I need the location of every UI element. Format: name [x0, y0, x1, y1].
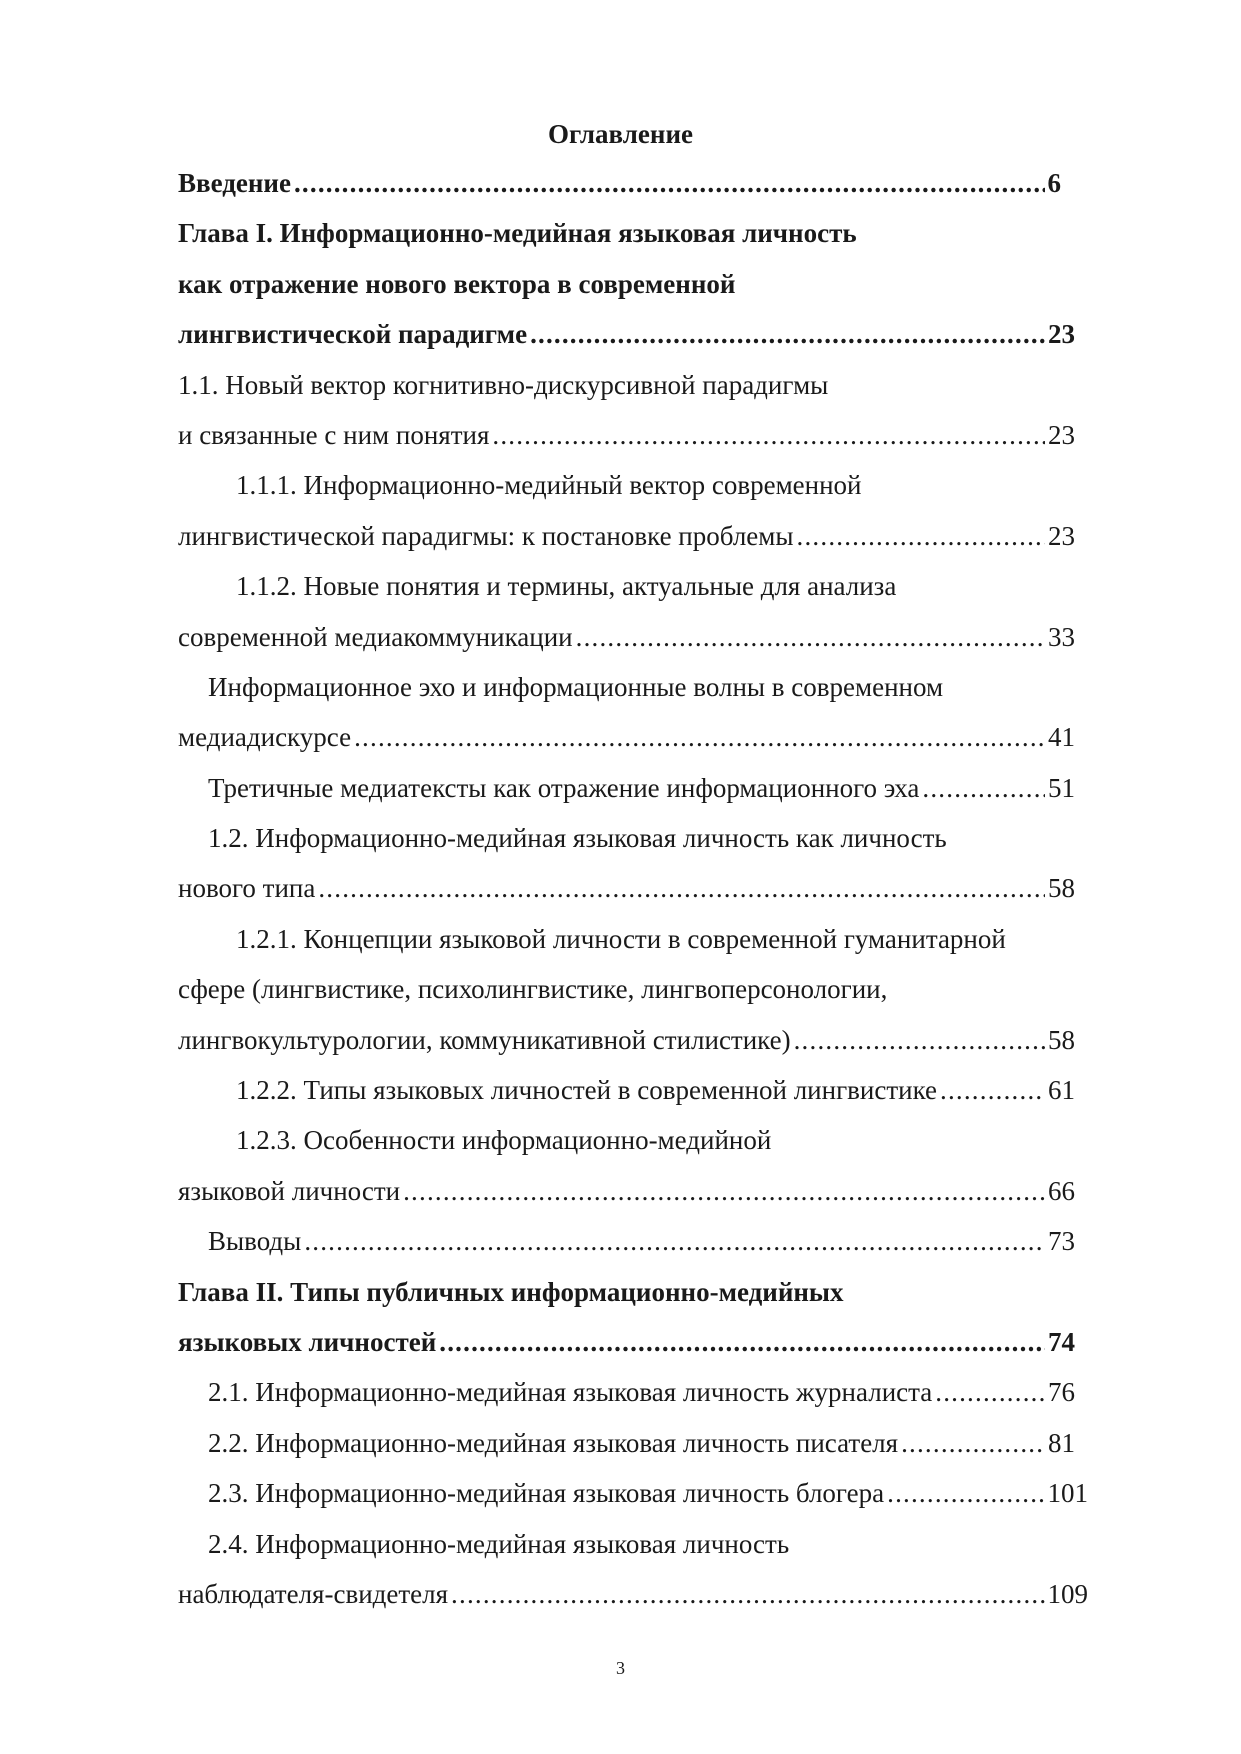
toc-entry-text: 1.2.3. Особенности информационно-медийной [236, 1125, 772, 1156]
toc-entry-line [178, 566, 1088, 616]
toc-page-number: 109 [1047, 1578, 1088, 1609]
toc-entry-line [178, 1524, 1088, 1574]
toc-entry-text: Глава II. Типы публичных информационно-медийных [178, 1276, 844, 1307]
toc-entry-text: 2.3. Информационно-медийная языковая личность блогера [208, 1478, 885, 1509]
toc-entry-text: 1.1.2. Новые понятия и термины, актуальные для анализа [236, 571, 897, 602]
toc-entry-text: Глава I. Информационно-медийная языковая личность [178, 218, 857, 249]
toc-entry[interactable] [178, 1020, 1088, 1070]
toc-page-number: 23 [1048, 419, 1075, 450]
toc-entry-line [178, 365, 1088, 415]
dot-leader [403, 1171, 1045, 1211]
toc-entry-text: 1.2. Информационно-медийная языковая личность как личность [208, 823, 947, 854]
toc-entry-line [178, 969, 1088, 1019]
dot-leader [439, 1322, 1045, 1362]
toc-entry[interactable] [178, 1171, 1088, 1221]
dot-leader [797, 516, 1045, 556]
toc-entry-text: 2.1. Информационно-медийная языковая личность журналиста [208, 1377, 933, 1408]
toc-page-number: 33 [1048, 621, 1075, 652]
dot-leader [318, 868, 1045, 908]
toc-entry[interactable] [178, 1423, 1088, 1473]
dot-leader [922, 768, 1045, 808]
toc-title: Оглавление [548, 119, 693, 149]
toc-page-number: 23 [1048, 520, 1075, 551]
toc-entry[interactable] [178, 1372, 1088, 1422]
toc-page-number: 23 [1048, 319, 1075, 350]
dot-leader [576, 617, 1045, 657]
dot-leader [294, 163, 1045, 203]
toc-entry-line [178, 1120, 1088, 1170]
toc-page-number: 41 [1048, 722, 1075, 753]
toc-entry[interactable] [178, 314, 1088, 364]
dot-leader [354, 717, 1045, 757]
toc-page-number: 74 [1048, 1326, 1075, 1357]
toc-entry[interactable] [178, 1070, 1088, 1120]
toc-entry-text: 1.1. Новый вектор когнитивно-дискурсивной парадигмы [178, 369, 829, 400]
toc-entry-text: Выводы [208, 1226, 302, 1257]
toc-entry-text: 1.2.1. Концепции языковой личности в современной гуманитарной [236, 923, 1006, 954]
toc-entry[interactable] [178, 768, 1088, 818]
toc-entry-text: лингвокультурологии, коммуникативной стилистике) [178, 1024, 791, 1055]
toc-page-number: 66 [1048, 1175, 1075, 1206]
toc-entry[interactable] [178, 1322, 1088, 1372]
toc-entry-text: наблюдателя-свидетеля [178, 1578, 449, 1609]
toc-entry-line [178, 919, 1088, 969]
toc-entry-line [178, 213, 1088, 263]
page-number: 3 [616, 1658, 625, 1678]
toc-entry-text: 1.2.2. Типы языковых личностей в современной лингвистике [236, 1075, 937, 1106]
toc-entry-text: языковых личностей [178, 1326, 437, 1357]
toc-entry[interactable] [178, 1574, 1088, 1624]
dot-leader [940, 1070, 1045, 1110]
toc-entry[interactable] [178, 717, 1088, 767]
toc-entry-text: лингвистической парадигме [178, 319, 528, 350]
toc-entry[interactable] [178, 1473, 1088, 1523]
toc-entry-text: медиадискурсе [178, 722, 352, 753]
toc-entry-text: 1.1.1. Информационно-медийный вектор современной [236, 470, 862, 501]
toc-entry[interactable] [178, 868, 1088, 918]
toc-page-number: 51 [1048, 772, 1075, 803]
toc-entry-line [178, 818, 1088, 868]
toc-entry-text: как отражение нового вектора в современной [178, 268, 736, 299]
dot-leader [304, 1221, 1045, 1261]
toc-page-number: 61 [1048, 1075, 1075, 1106]
toc-page-number: 6 [1047, 168, 1061, 198]
toc-entry-text: сфере (лингвистике, психолингвистике, лингвоперсонологии, [178, 974, 888, 1005]
toc-entry-text: языковой личности [178, 1175, 401, 1206]
dot-leader [887, 1473, 1044, 1513]
dot-leader [901, 1423, 1045, 1463]
toc-entry-text: нового типа [178, 873, 316, 904]
toc-page-number: 81 [1048, 1427, 1075, 1458]
dot-leader [530, 314, 1045, 354]
dot-leader [492, 415, 1045, 455]
toc-entry-text: Информационное эхо и информационные волны в современном [208, 671, 944, 702]
toc-entry[interactable] [178, 1221, 1088, 1271]
toc-entry-text: 2.2. Информационно-медийная языковая личность писателя [208, 1427, 899, 1458]
table-of-contents [178, 163, 1088, 1624]
toc-entry-text: лингвистической парадигмы: к постановке проблемы [178, 520, 794, 551]
toc-page-number: 76 [1048, 1377, 1075, 1408]
toc-entry[interactable] [178, 415, 1088, 465]
toc-entry[interactable] [178, 617, 1088, 667]
toc-page-number: 101 [1047, 1478, 1088, 1509]
toc-entry-text: Третичные медиатексты как отражение информационного эха [208, 772, 920, 803]
dot-leader [935, 1372, 1045, 1412]
toc-entry-line [178, 1272, 1088, 1322]
dot-leader [794, 1020, 1045, 1060]
dot-leader [451, 1574, 1044, 1614]
toc-entry[interactable] [178, 163, 1088, 213]
toc-entry-text: Введение [178, 168, 291, 198]
toc-entry-text: 2.4. Информационно-медийная языковая личность [208, 1528, 790, 1559]
toc-entry-line [178, 465, 1088, 515]
toc-entry-text: современной медиакоммуникации [178, 621, 573, 652]
toc-page-number: 73 [1048, 1226, 1075, 1257]
toc-entry-line [178, 667, 1088, 717]
toc-entry-text: и связанные с ним понятия [178, 419, 490, 450]
toc-page-number: 58 [1048, 1024, 1075, 1055]
toc-page-number: 58 [1048, 873, 1075, 904]
toc-entry-line [178, 264, 1088, 314]
toc-entry[interactable] [178, 516, 1088, 566]
